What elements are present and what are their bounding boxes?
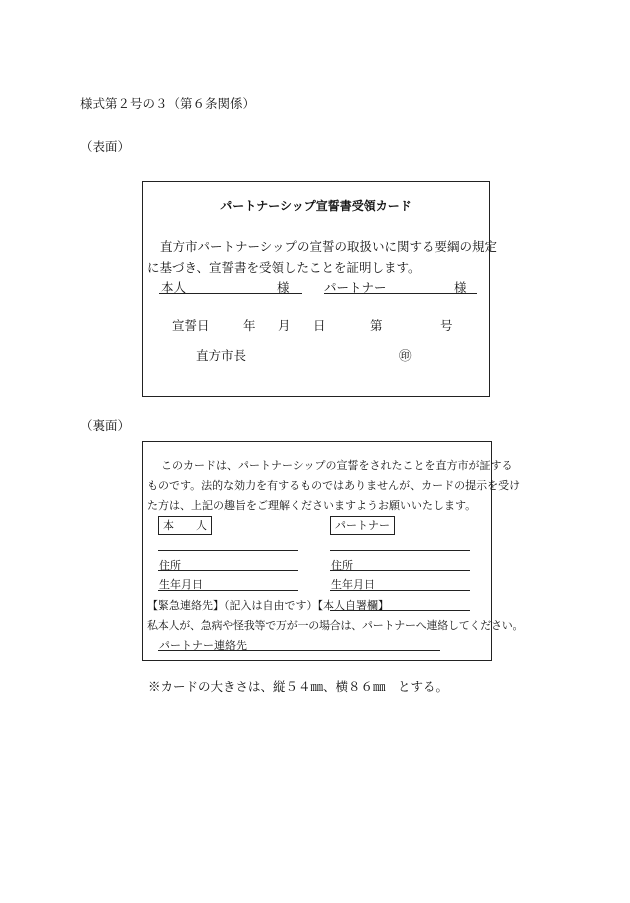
partner-label: パートナー bbox=[324, 280, 387, 295]
front-body-line2: に基づき、宣誓書を受領したことを証明します。 bbox=[147, 260, 421, 275]
back-body-line2: ものです。法的な効力を有するものではありませんが、カードの提示を受け bbox=[147, 479, 521, 492]
address-right-line bbox=[330, 570, 470, 571]
front-body-line1: 直方市パートナーシップの宣誓の取扱いに関する要綱の規定 bbox=[160, 239, 498, 254]
back-body-line3: た方は、上記の趣旨をご理解くださいますようお願いいたします。 bbox=[147, 499, 477, 512]
partner-name-line bbox=[324, 293, 477, 294]
seal-mark: ㊞ bbox=[399, 348, 412, 363]
emergency-notice: 私本人が、急病や怪我等で万が一の場合は、パートナーへ連絡してください。 bbox=[147, 619, 524, 632]
self-name-line bbox=[159, 293, 302, 294]
form-number: 様式第２号の３（第６条関係） bbox=[80, 96, 256, 111]
date-label: 宣誓日 bbox=[172, 318, 210, 333]
day-label: 日 bbox=[313, 318, 326, 333]
partner-contact-line bbox=[158, 650, 440, 651]
address-left-line bbox=[158, 570, 298, 571]
card-back bbox=[142, 441, 524, 661]
month-label: 月 bbox=[278, 318, 291, 333]
partner-box: パートナー bbox=[330, 516, 395, 535]
card-title: パートナーシップ宣誓書受領カード bbox=[220, 199, 412, 213]
self-name-line bbox=[158, 550, 298, 551]
self-box: 本 人 bbox=[158, 516, 212, 535]
self-label: 本人 bbox=[161, 280, 187, 295]
dob-left-line bbox=[158, 590, 298, 591]
self-honorific: 様 bbox=[277, 280, 290, 295]
emergency-contact-heading: 【緊急連絡先】（記入は自由です）【本人自署欄】 bbox=[147, 599, 389, 612]
dob-right: 生年月日 bbox=[331, 578, 375, 591]
number-suffix: 号 bbox=[440, 318, 453, 333]
address-right: 住所 bbox=[331, 559, 353, 572]
mayor-label: 直方市長 bbox=[196, 348, 247, 363]
partner-contact-label: パートナー連絡先 bbox=[159, 639, 247, 652]
year-label: 年 bbox=[243, 318, 256, 333]
self-signature-line bbox=[330, 610, 470, 611]
back-side-label: （裏面） bbox=[80, 418, 131, 433]
front-side-label: （表面） bbox=[80, 139, 131, 154]
number-prefix: 第 bbox=[370, 318, 383, 333]
dob-left: 生年月日 bbox=[159, 578, 203, 591]
card-front bbox=[142, 181, 498, 397]
address-left: 住所 bbox=[159, 559, 181, 572]
back-body-line1: このカードは、パートナーシップの宣誓をされたことを直方市が証する bbox=[161, 459, 513, 472]
card-size-note: ※カードの大きさは、縦５４㎜、横８６㎜ とする。 bbox=[148, 679, 449, 694]
partner-honorific: 様 bbox=[454, 280, 467, 295]
dob-right-line bbox=[330, 590, 470, 591]
partner-name-line bbox=[330, 550, 470, 551]
